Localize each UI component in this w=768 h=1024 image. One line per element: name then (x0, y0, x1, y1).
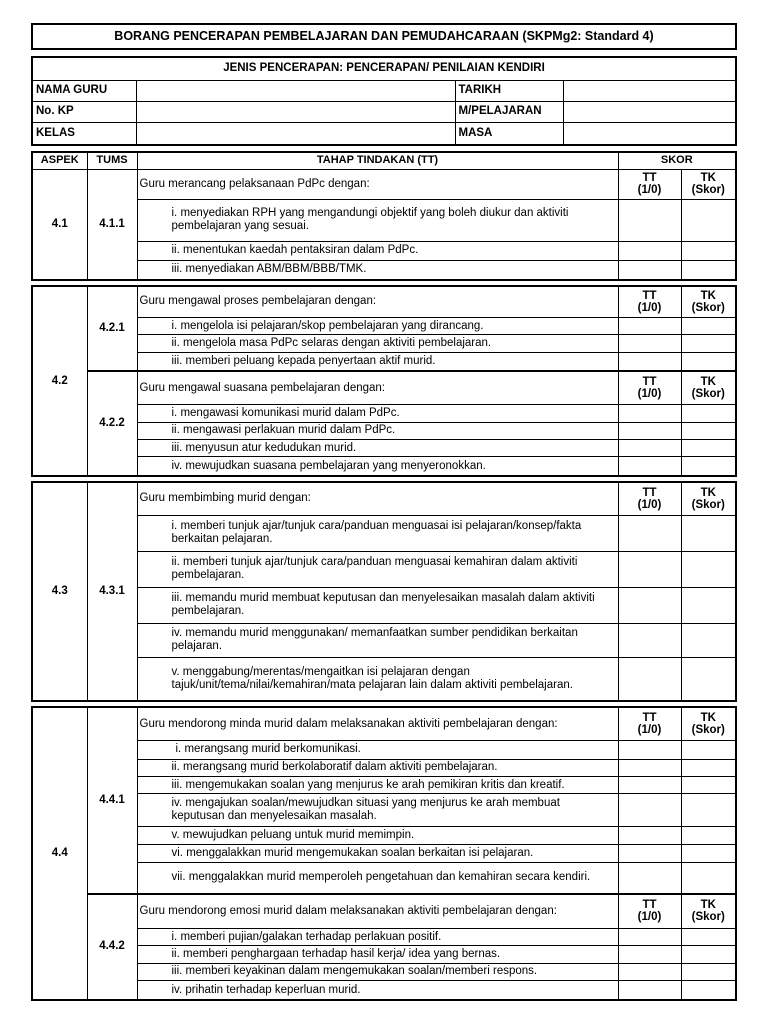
info-table (33, 58, 735, 144)
tt-cell[interactable] (618, 422, 681, 439)
item-4-4-1-v: v. mewujudkan peluang untuk murid memimpin. (137, 826, 618, 844)
tarikh-label: TARIKH (455, 80, 563, 101)
tk-cell[interactable] (681, 776, 735, 793)
heading-4-3-1: Guru membimbing murid dengan: (137, 483, 618, 515)
table-4-2 (33, 287, 735, 475)
tt-cell[interactable] (618, 317, 681, 334)
heading-4-4-2: Guru mendorong emosi murid dalam melaksanakan aktiviti pembelajaran dengan: (137, 894, 618, 929)
tk-cell[interactable] (681, 260, 735, 279)
tk-header: TK (Skor) (681, 287, 735, 317)
item-4-1-1-iii: iii. menyediakan ABM/BBM/BBB/TMK. (137, 260, 618, 279)
item-4-2-1-iii: iii. memberi peluang kepada penyertaan aktif murid. (137, 352, 618, 371)
no-kp-label: No. KP (33, 101, 136, 122)
tt-cell[interactable] (618, 515, 681, 551)
item-4-1-1-ii: ii. menentukan kaedah pentaksiran dalam PdPc. (137, 241, 618, 260)
item-4-2-2-ii: ii. mengawasi perlakuan murid dalam PdPc. (137, 422, 618, 439)
tk-cell[interactable] (681, 335, 735, 352)
aspek-4-2: 4.2 (33, 287, 87, 475)
tk-cell[interactable] (681, 741, 735, 759)
item-4-3-1-i: i. memberi tunjuk ajar/tunjuk cara/panduan menguasai isi pelajaran/konsep/fakta berkaitan pelajaran. (137, 515, 618, 551)
tums-4-2-2: 4.2.2 (87, 371, 137, 475)
tt-header: TT (1/0) (618, 169, 681, 199)
section-4-2 (31, 285, 737, 477)
item-4-1-1-i: i. menyediakan RPH yang mengandungi objektif yang boleh diukur dan aktiviti pembelajaran yang sesuai. (137, 199, 618, 241)
tums-4-2-1: 4.2.1 (87, 287, 137, 371)
item-4-4-1-ii: ii. merangsang murid berkolaboratif dalam aktiviti pembelajaran. (137, 759, 618, 776)
form-title: BORANG PENCERAPAN PEMBELAJARAN DAN PEMUDAHCARAAN (SKPMg2: Standard 4) (114, 29, 654, 43)
tk-cell[interactable] (681, 457, 735, 475)
col-tahap: TAHAP TINDAKAN (TT) (137, 153, 618, 169)
section-4-3 (31, 481, 737, 702)
tt-header: TT (1/0) (618, 287, 681, 317)
tk-cell[interactable] (681, 422, 735, 439)
tk-cell[interactable] (681, 515, 735, 551)
item-4-4-1-i: i. merangsang murid berkomunikasi. (137, 741, 618, 759)
aspek-4-4: 4.4 (33, 708, 87, 999)
info-heading: JENIS PENCERAPAN: PENCERAPAN/ PENILAIAN KENDIRI (33, 58, 735, 80)
tk-cell[interactable] (681, 826, 735, 844)
tt-cell[interactable] (618, 981, 681, 1000)
tk-header: TK (Skor) (681, 708, 735, 741)
tk-cell[interactable] (681, 928, 735, 945)
item-4-4-1-iv: iv. mengajukan soalan/mewujudkan situasi yang menjurus ke arah membuat keputusan dan menyelesaikan masalah. (137, 794, 618, 827)
tk-cell[interactable] (681, 587, 735, 623)
item-4-3-1-iii: iii. memandu murid membuat keputusan dan menyelesaikan masalah dalam aktiviti pembelajaran. (137, 587, 618, 623)
item-4-2-1-i: i. mengelola isi pelajaran/skop pembelajaran yang dirancang. (137, 317, 618, 334)
item-4-4-2-iv: iv. prihatin terhadap keperluan murid. (137, 981, 618, 1000)
tt-cell[interactable] (618, 623, 681, 657)
tk-cell[interactable] (681, 317, 735, 334)
tk-cell[interactable] (681, 794, 735, 827)
tk-cell[interactable] (681, 199, 735, 241)
tt-header: TT (1/0) (618, 371, 681, 405)
tt-cell[interactable] (618, 963, 681, 980)
table-4-4 (33, 708, 735, 999)
tt-cell[interactable] (618, 551, 681, 587)
item-4-3-1-ii: ii. memberi tunjuk ajar/tunjuk cara/panduan menguasai kemahiran dalam aktiviti pembelajaran. (137, 551, 618, 587)
item-4-4-2-i: i. memberi pujian/galakan terhadap perlakuan positif. (137, 928, 618, 945)
tt-cell[interactable] (618, 862, 681, 894)
heading-4-1-1: Guru merancang pelaksanaan PdPc dengan: (137, 169, 618, 199)
tt-cell[interactable] (618, 352, 681, 371)
col-skor: SKOR (618, 153, 735, 169)
kelas-label: KELAS (33, 122, 136, 144)
table-4-3 (33, 483, 735, 700)
tt-cell[interactable] (618, 794, 681, 827)
tk-cell[interactable] (681, 946, 735, 963)
tt-cell[interactable] (618, 776, 681, 793)
tt-cell[interactable] (618, 405, 681, 422)
tt-cell[interactable] (618, 199, 681, 241)
tt-cell[interactable] (618, 335, 681, 352)
aspek-4-3: 4.3 (33, 483, 87, 700)
tums-4-1-1: 4.1.1 (87, 169, 137, 279)
tk-cell[interactable] (681, 759, 735, 776)
tt-cell[interactable] (618, 759, 681, 776)
form-title-box (31, 23, 737, 50)
tt-cell[interactable] (618, 457, 681, 475)
heading-4-4-1: Guru mendorong minda murid dalam melaksanakan aktiviti pembelajaran dengan: (137, 708, 618, 741)
tt-header: TT (1/0) (618, 483, 681, 515)
tk-header: TK (Skor) (681, 894, 735, 929)
tk-cell[interactable] (681, 862, 735, 894)
tums-4-4-2: 4.4.2 (87, 894, 137, 999)
item-4-2-2-iii: iii. menyusun atur kedudukan murid. (137, 439, 618, 456)
tt-cell[interactable] (618, 587, 681, 623)
tarikh-field[interactable] (563, 80, 735, 101)
tk-cell[interactable] (681, 657, 735, 700)
aspek-4-1: 4.1 (33, 169, 87, 279)
tk-cell[interactable] (681, 981, 735, 1000)
tt-cell[interactable] (618, 826, 681, 844)
info-box (31, 56, 737, 146)
tt-header: TT (1/0) (618, 894, 681, 929)
col-tums: TUMS (87, 153, 137, 169)
item-4-2-2-i: i. mengawasi komunikasi murid dalam PdPc. (137, 405, 618, 422)
table-4-1 (33, 153, 735, 279)
no-kp-field[interactable] (136, 101, 455, 122)
tt-cell[interactable] (618, 845, 681, 862)
item-4-4-1-vi: vi. menggalakkan murid mengemukakan soalan berkaitan isi pelajaran. (137, 845, 618, 862)
tt-cell[interactable] (618, 657, 681, 700)
item-4-4-1-iii: iii. mengemukakan soalan yang menjurus ke arah pemikiran kritis dan kreatif. (137, 776, 618, 793)
item-4-2-2-iv: iv. mewujudkan suasana pembelajaran yang menyeronokkan. (137, 457, 618, 475)
heading-4-2-1: Guru mengawal proses pembelajaran dengan: (137, 287, 618, 317)
tk-cell[interactable] (681, 963, 735, 980)
section-4-1 (31, 151, 737, 281)
tk-cell[interactable] (681, 241, 735, 260)
masa-field[interactable] (563, 122, 735, 144)
nama-guru-label: NAMA GURU (33, 80, 136, 101)
tk-cell[interactable] (681, 623, 735, 657)
kelas-field[interactable] (136, 122, 455, 144)
tk-header: TK (Skor) (681, 169, 735, 199)
tk-cell[interactable] (681, 405, 735, 422)
heading-4-2-2: Guru mengawal suasana pembelajaran dengan: (137, 371, 618, 405)
tums-4-3-1: 4.3.1 (87, 483, 137, 700)
section-4-4 (31, 706, 737, 1001)
item-4-3-1-v: v. menggabung/merentas/mengaitkan isi pelajaran dengan tajuk/unit/tema/nilai/kemahiran/mata pelajaran lain dalam aktiviti pembelajaran. (137, 657, 618, 700)
tk-cell[interactable] (681, 352, 735, 371)
item-4-3-1-iv: iv. memandu murid menggunakan/ memanfaatkan sumber pendidikan berkaitan pelajaran. (137, 623, 618, 657)
tk-cell[interactable] (681, 439, 735, 456)
tk-cell[interactable] (681, 845, 735, 862)
item-4-4-1-vii: vii. menggalakkan murid memperoleh pengetahuan dan kemahiran secara kendiri. (137, 862, 618, 894)
tt-cell[interactable] (618, 260, 681, 279)
tk-cell[interactable] (681, 551, 735, 587)
tums-4-4-1: 4.4.1 (87, 708, 137, 894)
tk-header: TK (Skor) (681, 371, 735, 405)
tt-header: TT (1/0) (618, 708, 681, 741)
tk-header: TK (Skor) (681, 483, 735, 515)
m-pelajaran-label: M/PELAJARAN (455, 101, 563, 122)
tt-cell[interactable] (618, 741, 681, 759)
m-pelajaran-field[interactable] (563, 101, 735, 122)
masa-label: MASA (455, 122, 563, 144)
tt-cell[interactable] (618, 946, 681, 963)
item-4-2-1-ii: ii. mengelola masa PdPc selaras dengan aktiviti pembelajaran. (137, 335, 618, 352)
tt-cell[interactable] (618, 928, 681, 945)
tt-cell[interactable] (618, 241, 681, 260)
nama-guru-field[interactable] (136, 80, 455, 101)
item-4-4-2-iii: iii. memberi keyakinan dalam mengemukakan soalan/memberi respons. (137, 963, 618, 980)
item-4-4-2-ii: ii. memberi penghargaan terhadap hasil kerja/ idea yang bernas. (137, 946, 618, 963)
col-aspek: ASPEK (33, 153, 87, 169)
tt-cell[interactable] (618, 439, 681, 456)
